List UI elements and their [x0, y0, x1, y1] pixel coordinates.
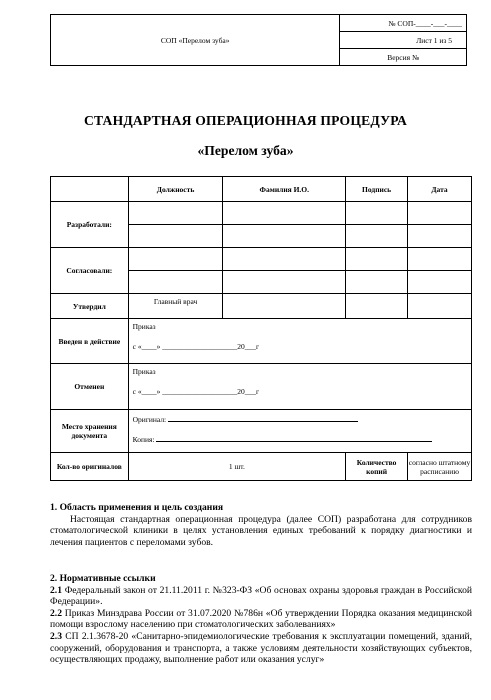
original-line	[168, 413, 358, 422]
col-position: Должность	[128, 177, 223, 202]
chief-doctor: Главный врач	[128, 294, 223, 319]
copy-line	[156, 433, 432, 442]
section-2-item: 2.1 Федеральный закон от 21.11.2011 г. №323-ФЗ «Об основах охраны здоровья граждан в Российской Федерации».	[50, 584, 472, 608]
approval-table	[50, 176, 472, 481]
cancelled-order: Приказ	[132, 367, 156, 376]
originals-count-label: Кол-во оригиналов	[51, 453, 129, 481]
cancelled-label: Отменен	[51, 364, 129, 410]
section-2-item: 2.2 Приказ Минздрава России от 31.07.2020 №786н «Об утверждении Порядка оказания медицинской помощи взрослому населению при стоматологических заболеваниях»	[50, 607, 472, 631]
original-label: Оригинал:	[132, 415, 167, 424]
introduced-label: Введен в действие	[51, 319, 129, 364]
section-1-text: Настоящая стандартная операционная процедура (далее СОП) разработана для сотрудников стоматологической клиники в целях установления единых требований к порядку диагностики и лечения пациентов с переломами зубов.	[50, 513, 472, 548]
sheet-number: Лист 1 из 5	[340, 32, 467, 49]
document-subtitle: «Перелом зуба»	[197, 143, 294, 158]
col-signature: Подпись	[346, 177, 408, 202]
originals-count-value: 1 шт.	[128, 453, 345, 481]
document-title: СТАНДАРТНАЯ ОПЕРАЦИОННАЯ ПРОЦЕДУРА	[83, 113, 408, 128]
approved-label: Утвердил	[51, 294, 129, 319]
header-title: СОП «Перелом зуба»	[51, 15, 340, 66]
section-2-heading: 2. Нормативные ссылки	[50, 573, 156, 584]
section-2-item: 2.3 СП 2.1.3678-20 «Санитарно-эпидемиологические требования к эксплуатации помещений, зданий, сооружений, оборудования и транспорта, а также условиям деятельности хозяйствующих субъектов, осуществляющих продажу, выполнение работ или оказания услуг»	[50, 630, 472, 666]
section-1	[50, 502, 472, 548]
section-1-heading: 1. Область применения и цель создания	[50, 502, 224, 513]
version-number: Версия №	[340, 49, 467, 66]
col-name: Фамилия И.О.	[223, 177, 346, 202]
introduced-order: Приказ	[132, 322, 156, 331]
sop-number: № СОП-____-___-____	[340, 15, 467, 32]
agreed-label: Согласовали:	[51, 248, 129, 294]
copy-label: Копия:	[132, 435, 155, 444]
storage-label: Место хранения документа	[51, 410, 129, 453]
section-2	[50, 573, 472, 666]
introduced-date: с «____» ____________________20___г	[132, 342, 260, 351]
corner-cell	[51, 177, 129, 202]
copies-count-label: Количество копий	[346, 453, 408, 481]
copies-count-value: согласно штатному расписанию	[408, 453, 472, 481]
cancelled-date: с «____» ____________________20___г	[132, 387, 260, 396]
developed-label: Разработали:	[51, 202, 129, 248]
col-date: Дата	[408, 177, 472, 202]
document-header	[50, 14, 467, 66]
